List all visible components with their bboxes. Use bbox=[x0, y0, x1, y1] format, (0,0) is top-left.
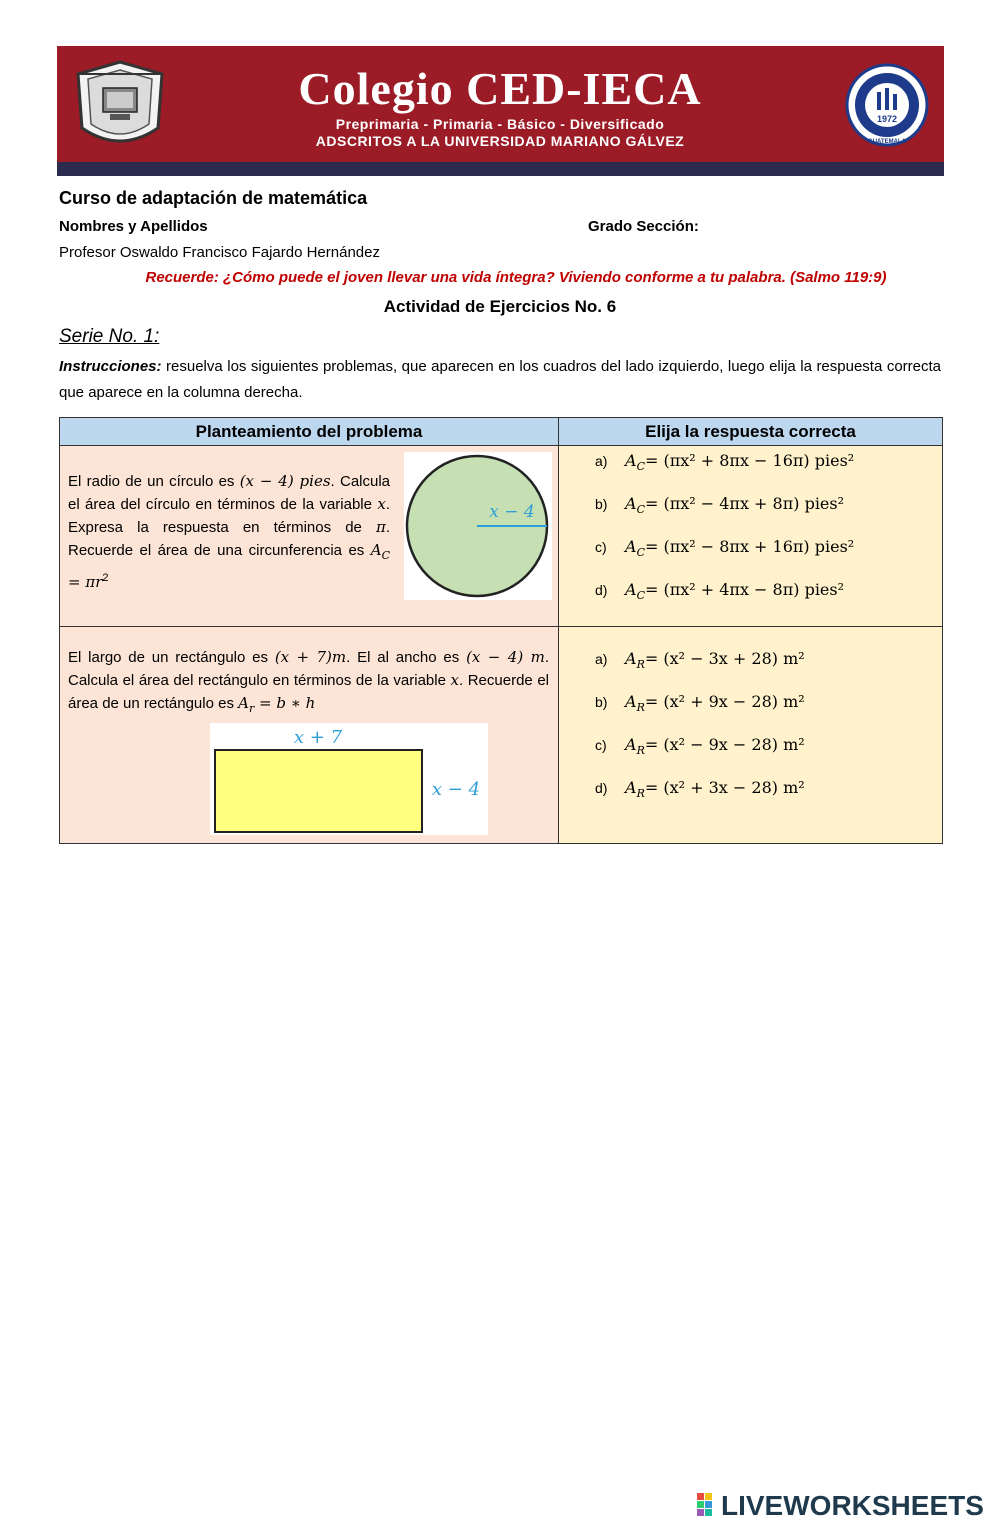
option-1d[interactable]: d) $A_C= (\pi x^2 + 4\pi x - 8\pi)$ pies² bbox=[595, 580, 845, 602]
option-1c[interactable]: c) $A_C= (\pi x^2 - 8\pi x + 16\pi)$ pies² bbox=[595, 537, 855, 559]
instructions-label: Instrucciones: bbox=[59, 358, 162, 375]
problem-cell-2 bbox=[60, 627, 559, 843]
option-2c[interactable]: c) $A_R= (x^2 - 9x - 28)$ m² bbox=[595, 735, 805, 757]
length-label: x + 7 bbox=[293, 727, 343, 748]
activity-title: Actividad de Ejercicios No. 6 bbox=[383, 297, 617, 316]
option-2a[interactable]: a) $A_R= (x^2 - 3x + 28)$ m² bbox=[595, 649, 805, 671]
column-header-answer: Elija la respuesta correcta bbox=[559, 418, 942, 446]
bible-verse: Recuerde: ¿Cómo puede el joven llevar una vida íntegra? Viviendo conforme a tu palabra. (Salmo 119:9) bbox=[145, 269, 887, 286]
answer-cell-2 bbox=[559, 627, 942, 843]
problem-text-2: El largo de un rectángulo es (x + 7)m. El al ancho es (x − 4) m. Calcula el área del rectángulo en términos de la variable x. Recuerde el área de un rectángulo es $A_r = b$ ∗ h bbox=[68, 648, 549, 715]
option-2b[interactable]: b) $A_R= (x^2 + 9x - 28)$ m² bbox=[595, 692, 805, 714]
seal-place: GUATEMALA bbox=[868, 139, 906, 145]
option-1a[interactable]: a) $A_C= (\pi x^2 + 8\pi x - 16\pi)$ pies² bbox=[595, 451, 855, 473]
circle-figure bbox=[404, 452, 552, 600]
width-label: x − 4 bbox=[431, 779, 481, 800]
liveworksheets-icon bbox=[697, 1492, 721, 1518]
professor-name: Profesor Oswaldo Francisco Fajardo Hernández bbox=[59, 244, 380, 261]
rectangle-figure bbox=[210, 723, 488, 835]
radius-label: x − 4 bbox=[489, 502, 535, 522]
problem-text-1: El radio de un círculo es (x − 4) pies. Calcula el área del círculo en términos de la variable x. Expresa la respuesta en términos de π. Recuerde el área de una circunferencia es $A_C = \pi r^2$ bbox=[68, 472, 391, 591]
instructions-text: resuelva los siguientes problemas, que aparecen en los cuadros del lado izquierdo, luego elija la respuesta correcta que aparece en la columna derecha. bbox=[59, 358, 941, 401]
instructions bbox=[59, 354, 941, 406]
option-1b[interactable]: b) $A_C= (\pi x^2 - 4\pi x + 8\pi)$ pies² bbox=[595, 494, 845, 516]
answer-cell-1 bbox=[559, 446, 942, 627]
seal-year: 1972 bbox=[876, 114, 898, 124]
banner-stripe bbox=[57, 162, 944, 176]
grade-label: Grado Sección: bbox=[588, 218, 699, 235]
brand-text: LIVEWORKSHEETS bbox=[721, 1490, 984, 1521]
series-title: Serie No. 1: bbox=[59, 326, 160, 347]
course-title: Curso de adaptación de matemática bbox=[59, 188, 368, 208]
column-header-problem: Planteamiento del problema bbox=[60, 418, 559, 446]
problem-cell-1 bbox=[60, 446, 559, 627]
school-name: Colegio CED-IECA bbox=[298, 63, 702, 114]
names-label: Nombres y Apellidos bbox=[59, 218, 208, 235]
school-affiliation: ADSCRITOS A LA UNIVERSIDAD MARIANO GÁLVEZ bbox=[315, 133, 685, 149]
school-levels: Preprimaria - Primaria - Básico - Diversificado bbox=[335, 116, 665, 132]
exercise-table bbox=[59, 417, 943, 844]
liveworksheets-logo[interactable] bbox=[697, 1490, 984, 1522]
option-2d[interactable]: d) $A_R= (x^2 + 3x - 28)$ m² bbox=[595, 778, 805, 800]
